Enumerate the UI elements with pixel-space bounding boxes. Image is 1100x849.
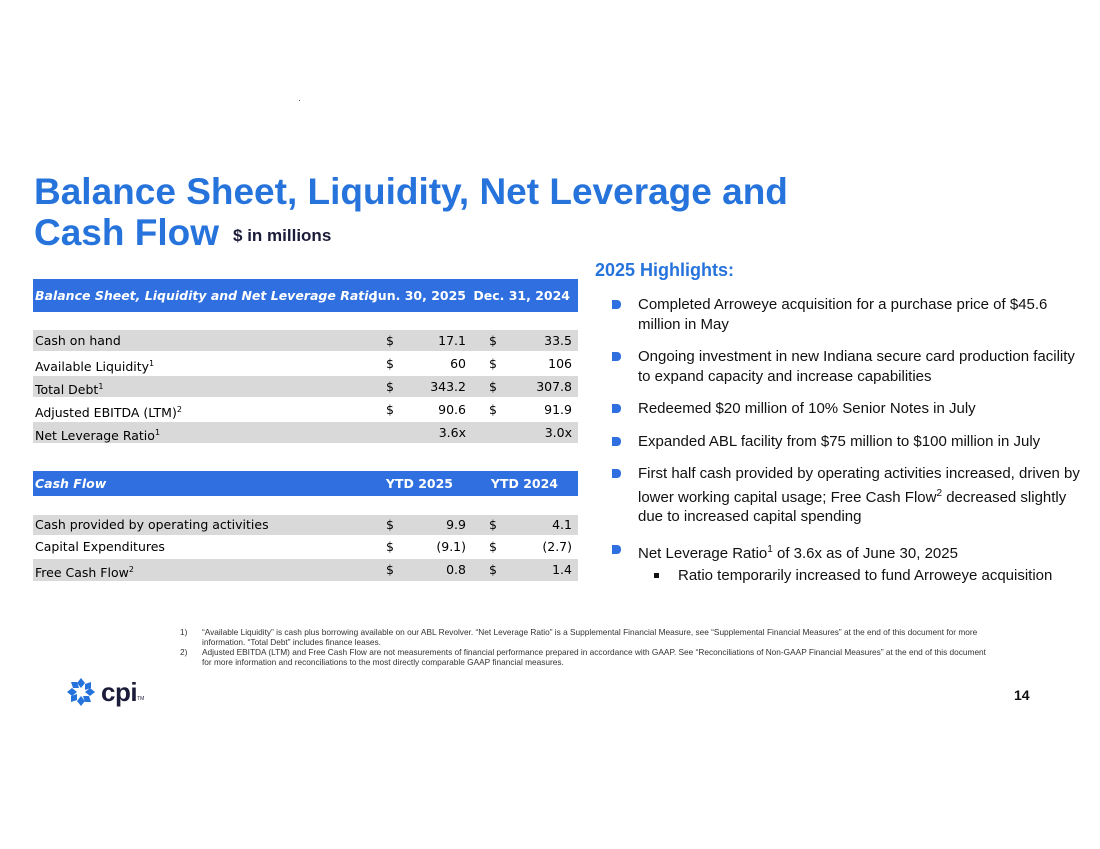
dollar-sign: $ <box>489 517 497 532</box>
dollar-sign: $ <box>489 539 497 554</box>
bullet-icon <box>612 352 621 361</box>
bullet-text: Expanded ABL facility from $75 million to $100 million in July <box>638 432 1041 450</box>
row-label: Total Debt <box>35 382 99 398</box>
bullet-text: Completed Arroweye acquisition for a purchase price of $45.6 million in May <box>638 296 1048 333</box>
bullet-text: First half cash provided by operating activities increased, driven by lower working capital usage; Free Cash Flow <box>638 465 1080 506</box>
bullet-icon <box>612 545 621 554</box>
table-row <box>33 559 578 581</box>
dollar-sign: $ <box>386 539 394 554</box>
row-label: Net Leverage Ratio <box>35 428 155 444</box>
row-label: Adjusted EBITDA (LTM) <box>35 405 177 421</box>
page-number: 14 <box>1014 687 1030 703</box>
footnote-ref: 2 <box>936 487 943 499</box>
sub-bullet-text: Ratio temporarily increased to fund Arroweye acquisition <box>678 567 1053 584</box>
bullet-text: Redeemed $20 million of 10% Senior Notes in July <box>638 400 976 417</box>
footnote-ref: 2 <box>176 405 182 414</box>
table-row <box>33 376 578 397</box>
cashflow-header-label: Cash Flow <box>35 476 107 491</box>
footnote-number: 2) <box>180 647 188 657</box>
list-item <box>612 399 1082 419</box>
square-bullet-icon <box>654 573 659 578</box>
table-row <box>33 537 578 557</box>
bullet-icon <box>612 300 621 309</box>
row-value-col2: 91.9 <box>544 402 572 417</box>
balance-table-header <box>33 279 578 312</box>
row-value-col1: (9.1) <box>436 539 466 554</box>
list-item <box>612 464 1082 527</box>
highlights-list <box>612 295 1082 599</box>
footnotes <box>180 628 995 668</box>
bullet-icon <box>612 437 621 446</box>
footnote-ref: 1 <box>149 359 155 368</box>
row-label: Free Cash Flow <box>35 565 129 581</box>
page-title <box>34 171 934 260</box>
footnote-ref: 2 <box>128 565 134 574</box>
row-value-col2: 33.5 <box>544 333 572 348</box>
list-item <box>612 347 1082 386</box>
dollar-sign: $ <box>386 379 394 394</box>
table-row <box>33 330 578 351</box>
cpi-burst-icon <box>65 676 97 708</box>
balance-table-body <box>33 330 578 443</box>
footnote-text: “Available Liquidity” is cash plus borrowing available on our ABL Revolver. “Net Leverage Ratio” is a Supplemental Financial Measure, see “Supplemental Financial Measures” at the end of this document for more information. “Total Debt” includes finance leases. <box>202 627 978 647</box>
dollar-sign: $ <box>489 356 497 371</box>
bullet-icon <box>612 469 621 478</box>
footnote-ref: 1 <box>767 543 773 555</box>
cashflow-table-header <box>33 471 578 496</box>
cpi-logo <box>65 676 144 708</box>
bullet-text: Net Leverage Ratio <box>638 544 768 562</box>
sub-list-item <box>612 566 1082 586</box>
footnote <box>180 628 995 647</box>
cashflow-table-body <box>33 515 578 581</box>
stray-dot <box>299 100 300 101</box>
balance-header-col2: Dec. 31, 2024 <box>473 288 570 303</box>
table-row <box>33 399 578 420</box>
table-row <box>33 353 578 374</box>
bullet-text-cont: decreased slightly due to increased capital spending <box>638 488 1067 525</box>
row-label: Cash provided by operating activities <box>35 517 269 532</box>
dollar-sign: $ <box>386 356 394 371</box>
footnote-number: 1) <box>180 627 188 637</box>
title-line-1: Balance Sheet, Liquidity, Net Leverage and <box>34 171 788 212</box>
list-item <box>612 295 1082 334</box>
row-value-col2: 1.4 <box>552 562 572 577</box>
row-label: Capital Expenditures <box>35 539 165 554</box>
balance-header-col1: Jun. 30, 2025 <box>373 288 466 303</box>
dollar-sign: $ <box>386 517 394 532</box>
row-value-col2: 106 <box>548 356 572 371</box>
row-value-col1: 3.6x <box>438 425 466 440</box>
balance-header-label: Balance Sheet, Liquidity and Net Leverage Ratio <box>35 288 378 303</box>
cash-flow-table <box>33 471 578 583</box>
bullet-text: Ongoing investment in new Indiana secure card production facility to expand capacity and increase capabilities <box>638 348 1075 385</box>
footnote <box>180 648 995 667</box>
footnote-ref: 1 <box>98 382 104 391</box>
footnote-ref: 1 <box>154 428 161 437</box>
row-value-col1: 0.8 <box>446 562 466 577</box>
balance-sheet-table <box>33 279 578 445</box>
title-line-2: Cash Flow <box>34 212 220 253</box>
row-label: Available Liquidity <box>35 359 150 375</box>
dollar-sign: $ <box>386 333 394 348</box>
row-value-col1: 17.1 <box>438 333 466 348</box>
highlights-title: 2025 Highlights: <box>595 260 735 280</box>
title-subtitle: $ in millions <box>233 226 332 245</box>
table-row <box>33 515 578 535</box>
cashflow-header-col1: YTD 2025 <box>385 476 453 491</box>
list-item <box>612 540 1082 586</box>
bullet-icon <box>612 404 621 413</box>
dollar-sign: $ <box>489 562 497 577</box>
row-value-col2: (2.7) <box>542 539 572 554</box>
cashflow-header-col2: YTD 2024 <box>490 476 558 491</box>
dollar-sign: $ <box>489 402 497 417</box>
dollar-sign: $ <box>386 402 394 417</box>
row-value-col1: 343.2 <box>430 379 466 394</box>
dollar-sign: $ <box>386 562 394 577</box>
row-value-col1: 9.9 <box>446 517 466 532</box>
table-row <box>33 422 578 443</box>
row-value-col2: 4.1 <box>552 517 572 532</box>
logo-trademark: TM <box>137 696 145 702</box>
logo-wordmark: cpi <box>101 676 138 707</box>
footnote-text: Adjusted EBITDA (LTM) and Free Cash Flow are not measurements of financial performance prepared in accordance with GAAP. See “Reconciliations of Non-GAAP Financial Measures” at the end of this document for more information and reconciliations to the most directly comparable GAAP financial measures. <box>202 647 986 667</box>
dollar-sign: $ <box>489 379 497 394</box>
row-value-col2: 3.0x <box>544 425 572 440</box>
row-value-col2: 307.8 <box>536 379 572 394</box>
row-value-col1: 90.6 <box>438 402 466 417</box>
bullet-text-cont: of 3.6x as of June 30, 2025 <box>772 544 958 562</box>
dollar-sign: $ <box>489 333 497 348</box>
row-value-col1: 60 <box>450 356 466 371</box>
list-item <box>612 432 1082 452</box>
row-label: Cash on hand <box>35 333 121 348</box>
